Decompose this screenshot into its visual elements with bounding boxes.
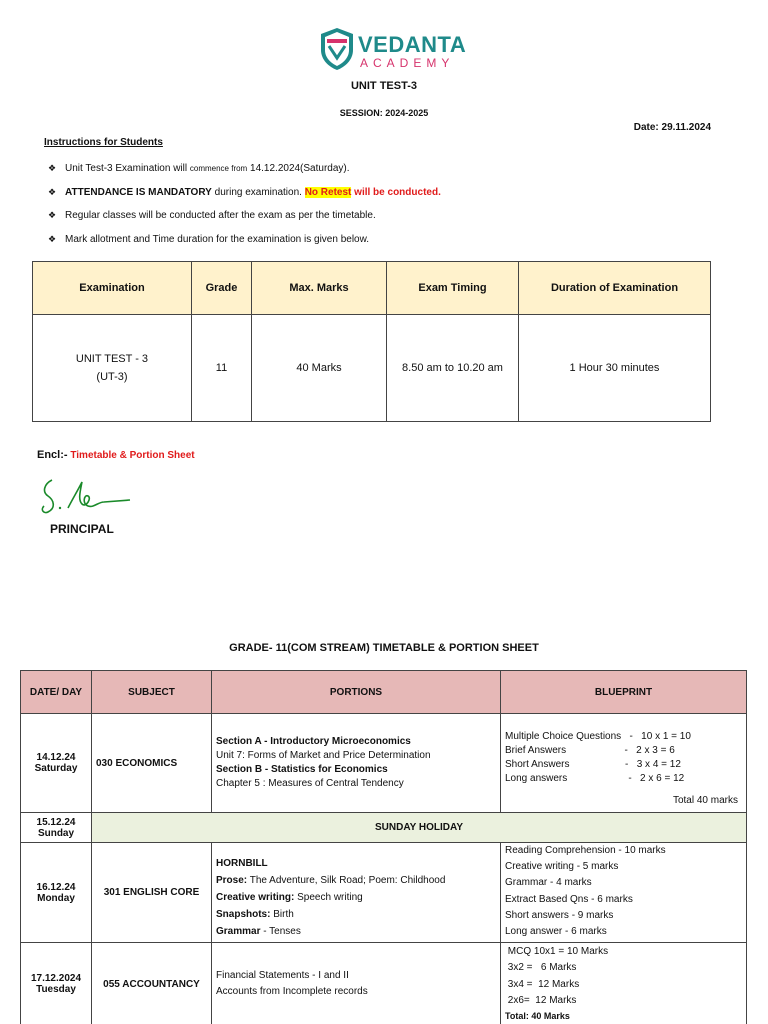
table-row (21, 714, 747, 813)
instruction-item: ❖ Regular classes will be conducted after the exam as per the timetable. (48, 210, 376, 221)
cell-portions: Section A - Introductory Microeconomics Unit 7: Forms of Market and Price Determination Section B - Statistics for Economics Chapter 5 : Measures of Central Tendency (212, 714, 501, 813)
document-date: Date: 29.11.2024 (633, 122, 711, 133)
shield-emblem-icon (318, 26, 356, 72)
cell-date: 16.12.24 Monday (21, 843, 92, 943)
table-row (21, 943, 747, 1024)
principal-label: PRINCIPAL (50, 522, 114, 536)
instruction-item: ❖ Unit Test-3 Examination will commence from 14.12.2024(Saturday). (48, 163, 350, 174)
cell-duration: 1 Hour 30 minutes (519, 315, 711, 422)
cell-portions: Financial Statements - I and II Accounts from Incomplete records (212, 943, 501, 1024)
header-subject: SUBJECT (92, 671, 212, 714)
header-duration: Duration of Examination (519, 262, 711, 315)
exam-details-table (32, 261, 711, 422)
cell-blueprint: MCQ 10x1 = 10 Marks 3x2 = 6 Marks 3x4 = 12 Marks 2x6= 12 Marks Total: 40 Marks (501, 943, 747, 1024)
diamond-bullet-icon: ❖ (48, 233, 57, 244)
header-date-day: DATE/ DAY (21, 671, 92, 714)
cell-date: 17.12.2024 Tuesday (21, 943, 92, 1024)
cell-date: 14.12.24 Saturday (21, 714, 92, 813)
instruction-item: ❖ ATTENDANCE IS MANDATORY during examination. No Retest will be conducted. (48, 186, 441, 198)
cell-examination: UNIT TEST - 3 (UT-3) (33, 315, 192, 422)
timetable-title: GRADE- 11(COM STREAM) TIMETABLE & PORTION SHEET (229, 642, 539, 654)
header-max-marks: Max. Marks (252, 262, 387, 315)
logo-subtitle: ACADEMY (360, 56, 455, 70)
cell-max-marks: 40 Marks (252, 315, 387, 422)
logo-name: VEDANTA (358, 32, 467, 57)
no-retest-highlight: No Retest (304, 186, 352, 198)
header-examination: Examination (33, 262, 192, 315)
cell-exam-timing: 8.50 am to 10.20 am (387, 315, 519, 422)
table-row (33, 315, 711, 422)
document-title: UNIT TEST-3 (350, 80, 417, 92)
cell-subject: 055 ACCOUNTANCY (92, 943, 212, 1024)
header-exam-timing: Exam Timing (387, 262, 519, 315)
timetable-table (20, 670, 747, 1024)
session-label: SESSION: 2024-2025 (339, 108, 429, 118)
school-logo (318, 26, 467, 74)
principal-signature (38, 470, 133, 515)
cell-subject: 301 ENGLISH CORE (92, 843, 212, 943)
diamond-bullet-icon: ❖ (48, 186, 57, 197)
cell-portions: HORNBILL Prose: The Adventure, Silk Road; Poem: Childhood Creative writing: Speech writing Snapshots: Birth Grammar - Tenses (212, 843, 501, 943)
cell-grade: 11 (192, 315, 252, 422)
cell-blueprint: Multiple Choice Questions - 10 x 1 = 10 Brief Answers - 2 x 3 = 6 Short Answers - 3 x 4 = 12 Long answers - 2 x 6 = 12 Total 40 marks (501, 714, 747, 813)
header-portions: PORTIONS (212, 671, 501, 714)
diamond-bullet-icon: ❖ (48, 163, 57, 173)
enclosure-note: Encl:- Timetable & Portion Sheet (37, 449, 195, 461)
header-blueprint: BLUEPRINT (501, 671, 747, 714)
cell-holiday: SUNDAY HOLIDAY (92, 813, 747, 843)
diamond-bullet-icon: ❖ (48, 210, 57, 220)
table-row (21, 813, 747, 843)
header-grade: Grade (192, 262, 252, 315)
instructions-heading: Instructions for Students (44, 137, 163, 148)
cell-subject: 030 ECONOMICS (92, 714, 212, 813)
cell-blueprint: Reading Comprehension - 10 marks Creative writing - 5 marks Grammar - 4 marks Extract Based Qns - 6 marks Short answers - 9 marks Long answer - 6 marks (501, 843, 747, 943)
table-row (21, 843, 747, 943)
cell-date: 15.12.24 Sunday (21, 813, 92, 843)
instructions-list (48, 163, 441, 257)
instruction-item: ❖ Mark allotment and Time duration for the examination is given below. (48, 233, 370, 245)
